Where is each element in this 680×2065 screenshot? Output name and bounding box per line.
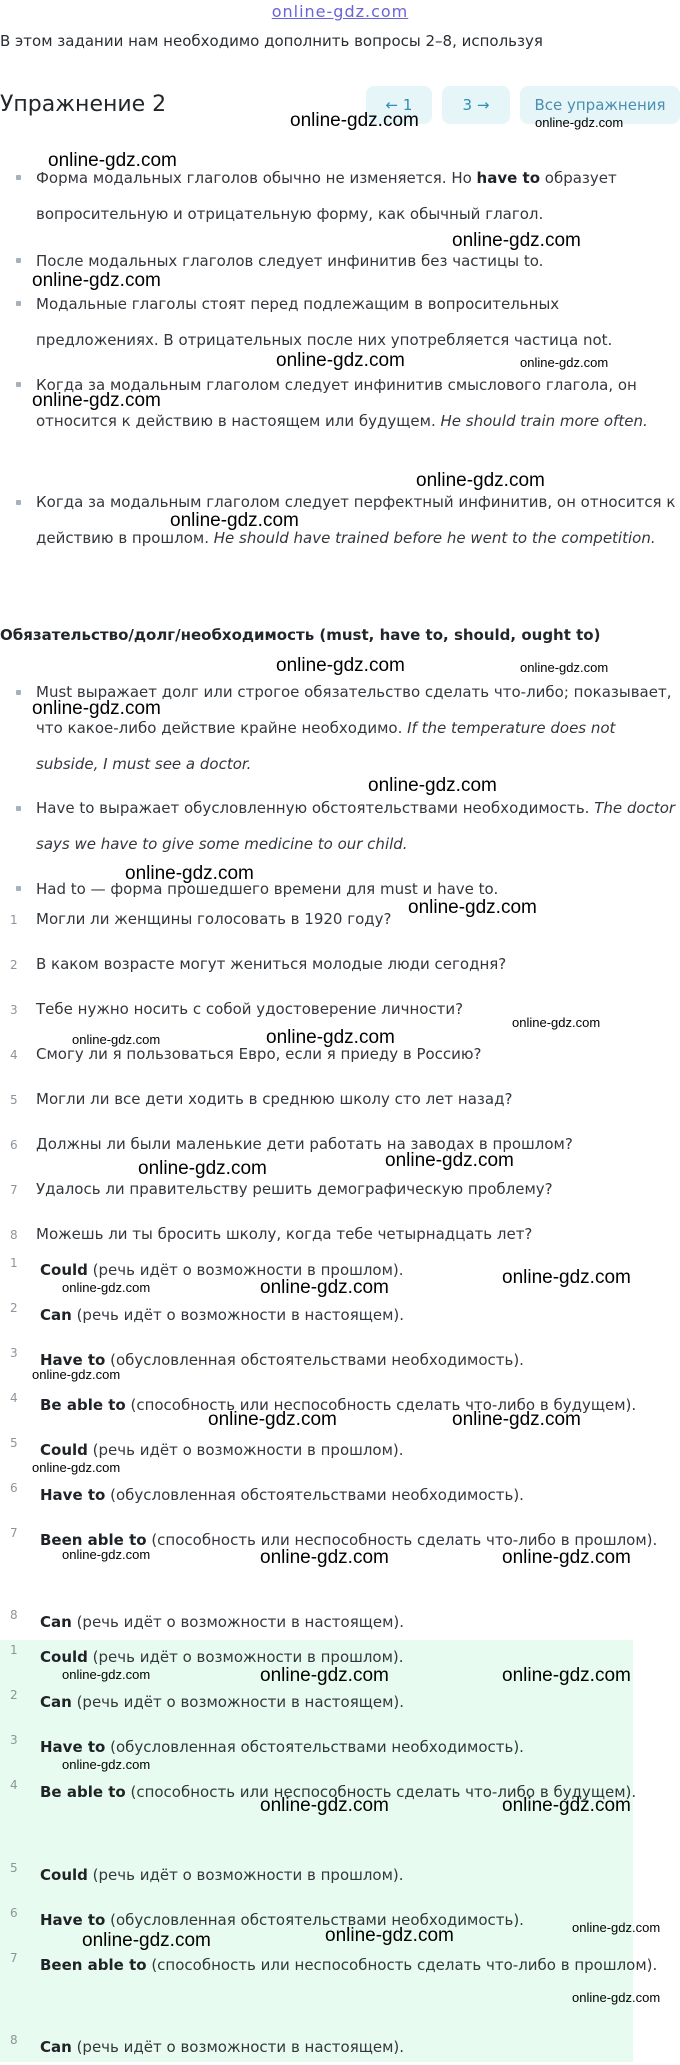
answer-modal: Have to <box>40 1738 106 1756</box>
watermark: online-gdz.com <box>260 1665 389 1686</box>
rule-item <box>36 484 676 556</box>
bullet-icon <box>16 301 21 306</box>
section-heading: Обязательство/долг/необходимость (must, have to, should, ought to) <box>0 626 601 644</box>
watermark: online-gdz.com <box>276 655 405 676</box>
watermark: online-gdz.com <box>62 1547 151 1562</box>
all-exercises-button[interactable]: Все упражнения <box>520 86 680 124</box>
site-title[interactable]: online-gdz.com <box>271 2 409 21</box>
watermark: online-gdz.com <box>276 350 405 371</box>
next-exercise-button[interactable]: 3 → <box>442 86 510 124</box>
item-number: 2 <box>10 1688 18 1702</box>
answer-modal: Could <box>40 1648 88 1666</box>
answer-explanation: (речь идёт о возможности в настоящем). <box>71 2038 405 2056</box>
item-number: 6 <box>10 1138 18 1152</box>
answer-modal: Been able to <box>40 1531 147 1549</box>
answer-explanation: (способность или неспособность сделать что-либо в прошлом). <box>146 1956 658 1974</box>
bullet-icon <box>16 886 21 891</box>
answer-modal: Have to <box>40 1911 106 1929</box>
item-number: 2 <box>10 1301 18 1315</box>
answer-modal: Could <box>40 1261 88 1279</box>
watermark: online-gdz.com <box>62 1757 151 1772</box>
watermark: online-gdz.com <box>452 230 581 251</box>
item-number: 6 <box>10 1481 18 1495</box>
answer-item <box>40 2030 676 2065</box>
watermark: online-gdz.com <box>82 1930 211 1951</box>
rule-item <box>36 286 676 358</box>
item-number: 5 <box>10 1436 18 1450</box>
rule-text: После модальных глаголов следует инфинитив без частицы to. <box>36 252 544 270</box>
item-number: 8 <box>10 1608 18 1622</box>
watermark: online-gdz.com <box>520 660 609 675</box>
bullet-icon <box>16 382 21 387</box>
item-number: 6 <box>10 1906 18 1920</box>
watermark: online-gdz.com <box>208 1409 337 1430</box>
watermark: online-gdz.com <box>266 1027 395 1048</box>
answer-modal: Have to <box>40 1351 106 1369</box>
watermark: online-gdz.com <box>62 1280 151 1295</box>
item-number: 1 <box>10 1643 18 1657</box>
watermark: online-gdz.com <box>452 1409 581 1430</box>
answer-explanation: (речь идёт о возможности в настоящем). <box>71 1693 405 1711</box>
answer-explanation: (способность или неспособность сделать что-либо в прошлом). <box>146 1531 658 1549</box>
watermark: online-gdz.com <box>572 1990 661 2005</box>
answer-explanation: (обусловленная обстоятельствами необходимость). <box>105 1911 524 1929</box>
obligation-text: Had to — форма прошедшего времени для must и have to. <box>36 880 499 898</box>
rule-text: Модальные глаголы стоят перед подлежащим в вопросительных предложениях. В отрицательных после них употребляется частица not. <box>36 295 613 349</box>
answer-explanation: (обусловленная обстоятельствами необходимость). <box>105 1351 524 1369</box>
item-number: 5 <box>10 1093 18 1107</box>
rule-example: He should have trained before he went to the competition. <box>213 529 656 547</box>
watermark: online-gdz.com <box>32 1460 121 1475</box>
answer-modal: Could <box>40 1866 88 1884</box>
watermark: online-gdz.com <box>368 775 497 796</box>
item-number: 7 <box>10 1526 18 1540</box>
item-number: 1 <box>10 1256 18 1270</box>
bullet-icon <box>16 690 21 695</box>
prev-exercise-button[interactable]: ← 1 <box>366 86 432 124</box>
question-text: Должны ли были маленькие дети работать на заводах в прошлом? <box>36 1135 573 1153</box>
item-number: 3 <box>10 1003 18 1017</box>
item-number: 2 <box>10 958 18 972</box>
exercise-title: Упражнение 2 <box>0 92 167 117</box>
rule-text: Когда за модальным глаголом следует инфинитив смыслового глагола, он относится к действию в настоящем или будущем. <box>36 376 637 430</box>
watermark: online-gdz.com <box>290 110 419 131</box>
watermark: online-gdz.com <box>512 1015 601 1030</box>
watermark: online-gdz.com <box>32 698 161 719</box>
obligation-example: If the temperature does not subside, I must see a doctor. <box>36 719 616 773</box>
bullet-icon <box>16 175 21 180</box>
watermark: online-gdz.com <box>502 1267 631 1288</box>
obligation-text: Have to выражает обусловленную обстоятельствами необходимость. <box>36 799 595 817</box>
watermark: online-gdz.com <box>32 270 161 291</box>
question-text: Удалось ли правительству решить демографическую проблему? <box>36 1180 553 1198</box>
watermark: online-gdz.com <box>138 1158 267 1179</box>
watermark: online-gdz.com <box>520 355 609 370</box>
item-number: 3 <box>10 1346 18 1360</box>
watermark: online-gdz.com <box>416 470 545 491</box>
watermark: online-gdz.com <box>260 1795 389 1816</box>
answer-explanation: (речь идёт о возможности в прошлом). <box>87 1441 404 1459</box>
bullet-icon <box>16 500 21 505</box>
obligation-example: The doctor says we have to give some medicine to our child. <box>36 799 676 853</box>
obligation-item <box>36 674 676 782</box>
answer-item <box>40 1298 676 1333</box>
answer-explanation: (обусловленная обстоятельствами необходимость). <box>105 1738 524 1756</box>
answer-explanation: (речь идёт о возможности в прошлом). <box>87 1261 404 1279</box>
watermark: online-gdz.com <box>170 510 299 531</box>
rule-example: He should train more often. <box>440 412 648 430</box>
question-text: Смогу ли я пользоваться Евро, если я приеду в Россию? <box>36 1045 482 1063</box>
answer-modal: Can <box>40 1613 72 1631</box>
answer-explanation: (способность или неспособность сделать что-либо в будущем). <box>125 1396 637 1414</box>
rule-text: Форма модальных глаголов обычно не изменяется. Но <box>36 169 477 187</box>
item-number: 4 <box>10 1778 18 1792</box>
watermark: online-gdz.com <box>125 863 254 884</box>
item-number: 4 <box>10 1048 18 1062</box>
question-text: Можешь ли ты бросить школу, когда тебе четырнадцать лет? <box>36 1225 533 1243</box>
answer-item <box>40 1605 676 1640</box>
watermark: online-gdz.com <box>260 1547 389 1568</box>
answer-modal: Could <box>40 1441 88 1459</box>
answer-item <box>40 1948 676 1983</box>
bullet-icon <box>16 258 21 263</box>
answer-explanation: (речь идёт о возможности в прошлом). <box>87 1648 404 1666</box>
answer-item <box>40 1478 676 1513</box>
question-text: Могли ли все дети ходить в среднюю школу сто лет назад? <box>36 1090 513 1108</box>
answer-modal: Can <box>40 1306 72 1324</box>
watermark: online-gdz.com <box>48 150 177 171</box>
item-number: 8 <box>10 2033 18 2047</box>
question-text: В каком возрасте могут жениться молодые люди сегодня? <box>36 955 507 973</box>
answer-modal: Be able to <box>40 1396 126 1414</box>
watermark: online-gdz.com <box>32 390 161 411</box>
watermark: online-gdz.com <box>325 1925 454 1946</box>
answer-explanation: (речь идёт о возможности в настоящем). <box>71 1306 405 1324</box>
watermark: online-gdz.com <box>572 1920 661 1935</box>
answer-explanation: (речь идёт о возможности в настоящем). <box>71 1613 405 1631</box>
obligation-item <box>36 790 676 862</box>
answer-item <box>40 1343 676 1378</box>
watermark: online-gdz.com <box>62 1667 151 1682</box>
answer-modal: Been able to <box>40 1956 147 1974</box>
answer-modal: Be able to <box>40 1783 126 1801</box>
answer-modal: Can <box>40 1693 72 1711</box>
item-number: 5 <box>10 1861 18 1875</box>
answer-item <box>40 1433 676 1468</box>
answer-explanation: (речь идёт о возможности в прошлом). <box>87 1866 404 1884</box>
watermark: online-gdz.com <box>32 1367 121 1382</box>
bullet-icon <box>16 806 21 811</box>
question-text: Могли ли женщины голосовать в 1920 году? <box>36 910 392 928</box>
watermark: online-gdz.com <box>502 1795 631 1816</box>
item-number: 8 <box>10 1228 18 1242</box>
rule-bold: have to <box>476 169 540 187</box>
rule-text: Когда за модальным глаголом следует перфектный инфинитив, он относится к действию в прошлом. <box>36 493 676 547</box>
watermark: online-gdz.com <box>408 897 537 918</box>
rule-text-end: образует вопросительную и отрицательную форму, как обычный глагол. <box>36 169 617 223</box>
obligation-text: Must выражает долг или строгое обязательство сделать что-либо; показывает, что какое-либо действие крайне необходимо. <box>36 683 672 737</box>
item-number: 7 <box>10 1183 18 1197</box>
item-number: 1 <box>10 913 18 927</box>
watermark: online-gdz.com <box>72 1032 161 1047</box>
answer-modal: Can <box>40 2038 72 2056</box>
item-number: 7 <box>10 1951 18 1965</box>
answer-item <box>40 1685 676 1720</box>
answer-modal: Have to <box>40 1486 106 1504</box>
watermark: online-gdz.com <box>385 1150 514 1171</box>
answer-explanation: (способность или неспособность сделать что-либо в будущем). <box>125 1783 637 1801</box>
item-number: 3 <box>10 1733 18 1747</box>
watermark: online-gdz.com <box>535 115 624 130</box>
watermark: online-gdz.com <box>502 1547 631 1568</box>
answer-item <box>40 1858 676 1893</box>
watermark: online-gdz.com <box>260 1277 389 1298</box>
watermark: online-gdz.com <box>502 1665 631 1686</box>
question-text: Тебе нужно носить с собой удостоверение личности? <box>36 1000 464 1018</box>
answer-explanation: (обусловленная обстоятельствами необходимость). <box>105 1486 524 1504</box>
intro-text: В этом задании нам необходимо дополнить вопросы 2–8, используя <box>0 32 543 50</box>
item-number: 4 <box>10 1391 18 1405</box>
